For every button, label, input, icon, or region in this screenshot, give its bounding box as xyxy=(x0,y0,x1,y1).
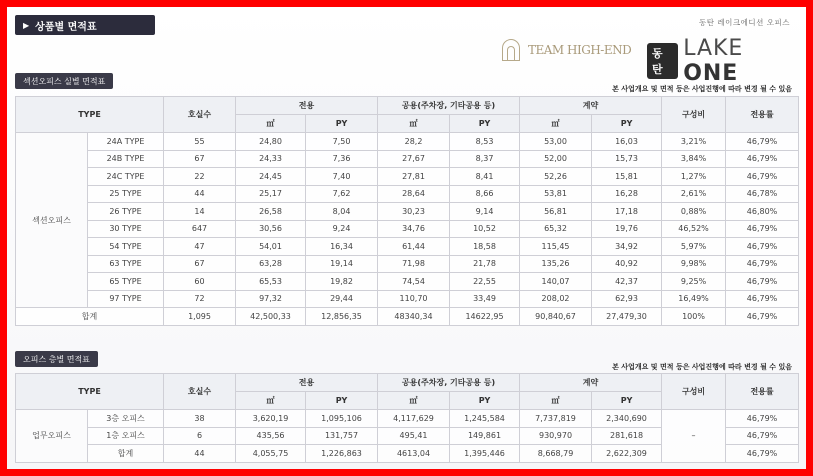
cell-exclusive-rate: 46,79% xyxy=(726,255,799,273)
cell-contract-py: 16,03 xyxy=(592,133,662,151)
header-py: PY xyxy=(592,115,662,133)
cell-ratio: 3,21% xyxy=(662,133,726,151)
cell-contract-py: 42,37 xyxy=(592,273,662,291)
cell-contract-sqm: 7,737,819 xyxy=(520,410,592,428)
cell-exclusive-py: 1,095,106 xyxy=(306,410,378,428)
cell-units: 72 xyxy=(164,290,236,308)
cell-exclusive-py: 19,82 xyxy=(306,273,378,291)
table-row xyxy=(16,203,799,221)
cell-units: 22 xyxy=(164,168,236,186)
cell-contract-py: 16,28 xyxy=(592,185,662,203)
cell-type: 24C TYPE xyxy=(88,168,164,186)
cell-common-py: 1,395,446 xyxy=(450,445,520,463)
table-row xyxy=(16,255,799,273)
cell-contract-sqm: 65,32 xyxy=(520,220,592,238)
total-units: 1,095 xyxy=(164,308,236,326)
cell-exclusive-rate: 46,79% xyxy=(726,220,799,238)
total-label: 합계 xyxy=(16,308,164,326)
cell-ratio: – xyxy=(662,410,726,463)
cell-common-sqm: 71,98 xyxy=(378,255,450,273)
cell-exclusive-rate: 46,79% xyxy=(726,445,799,463)
cell-contract-sqm: 115,45 xyxy=(520,238,592,256)
cell-units: 647 xyxy=(164,220,236,238)
cell-common-py: 10,52 xyxy=(450,220,520,238)
cell-contract-py: 19,76 xyxy=(592,220,662,238)
section-office-area-table xyxy=(15,96,799,326)
row-group-label: 업무오피스 xyxy=(16,410,88,463)
cell-common-py: 9,14 xyxy=(450,203,520,221)
cell-contract-py: 2,622,309 xyxy=(592,445,662,463)
cell-exclusive-rate: 46,78% xyxy=(726,185,799,203)
table1-note: 본 사업개요 및 면적 등은 사업진행에 따라 변경 될 수 있음 xyxy=(612,85,792,93)
cell-exclusive-py: 7,40 xyxy=(306,168,378,186)
cell-exclusive-py: 7,50 xyxy=(306,133,378,151)
table-row xyxy=(16,185,799,203)
cell-ratio: 2,61% xyxy=(662,185,726,203)
cell-ratio: 9,98% xyxy=(662,255,726,273)
cell-units: 67 xyxy=(164,255,236,273)
header-sqm: ㎡ xyxy=(520,115,592,133)
dongtan-badge: 동탄 xyxy=(647,43,678,79)
cell-exclusive-rate: 46,79% xyxy=(726,410,799,428)
cell-common-py: 22,55 xyxy=(450,273,520,291)
table-row xyxy=(16,410,799,428)
total-contract-py: 27,479,30 xyxy=(592,308,662,326)
cell-type: 30 TYPE xyxy=(88,220,164,238)
cell-ratio: 16,49% xyxy=(662,290,726,308)
header-exclusive-rate: 전용률 xyxy=(726,374,799,410)
header-units: 호실수 xyxy=(164,374,236,410)
header-py: PY xyxy=(306,392,378,410)
header-ratio: 구성비 xyxy=(662,374,726,410)
cell-common-py: 8,66 xyxy=(450,185,520,203)
cell-common-sqm: 30,23 xyxy=(378,203,450,221)
cell-exclusive-sqm: 3,620,19 xyxy=(236,410,306,428)
header-type: TYPE xyxy=(16,374,164,410)
cell-type: 65 TYPE xyxy=(88,273,164,291)
cell-type: 합계 xyxy=(88,445,164,463)
header-py: PY xyxy=(450,392,520,410)
cell-common-sqm: 27,67 xyxy=(378,150,450,168)
cell-type: 24B TYPE xyxy=(88,150,164,168)
lake-one-wordmark: LAKE ONE xyxy=(683,36,744,86)
cell-units: 38 xyxy=(164,410,236,428)
cell-common-sqm: 4613,04 xyxy=(378,445,450,463)
header-type: TYPE xyxy=(16,97,164,133)
section-title-tab xyxy=(15,15,155,35)
cell-common-py: 1,245,584 xyxy=(450,410,520,428)
table2-label: 오피스 층별 면적표 xyxy=(15,351,98,367)
lake-one-logo xyxy=(647,36,806,86)
cell-exclusive-sqm: 63,28 xyxy=(236,255,306,273)
team-highend-text: TEAM HIGH-END xyxy=(528,43,632,57)
cell-contract-py: 281,618 xyxy=(592,427,662,445)
cell-contract-py: 40,92 xyxy=(592,255,662,273)
header-contract: 계약 xyxy=(520,374,662,392)
cell-type: 25 TYPE xyxy=(88,185,164,203)
cell-common-sqm: 27,81 xyxy=(378,168,450,186)
cell-type: 97 TYPE xyxy=(88,290,164,308)
cell-common-sqm: 74,54 xyxy=(378,273,450,291)
table-row xyxy=(16,220,799,238)
cell-units: 6 xyxy=(164,427,236,445)
cell-ratio: 5,97% xyxy=(662,238,726,256)
total-ratio: 100% xyxy=(662,308,726,326)
cell-common-sqm: 495,41 xyxy=(378,427,450,445)
header-sqm: ㎡ xyxy=(378,392,450,410)
cell-contract-sqm: 135,26 xyxy=(520,255,592,273)
header-exclusive: 전용 xyxy=(236,97,378,115)
cell-contract-sqm: 52,26 xyxy=(520,168,592,186)
total-exclusive-py: 12,856,35 xyxy=(306,308,378,326)
cell-contract-sqm: 53,81 xyxy=(520,185,592,203)
cell-exclusive-sqm: 25,17 xyxy=(236,185,306,203)
cell-exclusive-rate: 46,79% xyxy=(726,427,799,445)
cell-contract-sqm: 52,00 xyxy=(520,150,592,168)
cell-exclusive-sqm: 30,56 xyxy=(236,220,306,238)
cell-contract-sqm: 140,07 xyxy=(520,273,592,291)
cell-ratio: 9,25% xyxy=(662,273,726,291)
cell-exclusive-rate: 46,79% xyxy=(726,168,799,186)
cell-contract-py: 15,73 xyxy=(592,150,662,168)
cell-contract-py: 15,81 xyxy=(592,168,662,186)
table-total-row xyxy=(16,308,799,326)
table-row xyxy=(16,150,799,168)
cell-common-py: 8,53 xyxy=(450,133,520,151)
cell-contract-sqm: 8,668,79 xyxy=(520,445,592,463)
cell-exclusive-py: 16,34 xyxy=(306,238,378,256)
cell-exclusive-rate: 46,79% xyxy=(726,150,799,168)
cell-contract-py: 62,93 xyxy=(592,290,662,308)
total-common-py: 14622,95 xyxy=(450,308,520,326)
page-frame xyxy=(7,7,806,469)
cell-contract-sqm: 208,02 xyxy=(520,290,592,308)
cell-ratio: 46,52% xyxy=(662,220,726,238)
row-group-label: 섹션오피스 xyxy=(16,133,88,308)
cell-exclusive-py: 7,62 xyxy=(306,185,378,203)
cell-exclusive-sqm: 97,32 xyxy=(236,290,306,308)
header-exclusive-rate: 전용률 xyxy=(726,97,799,133)
cell-type: 1층 오피스 xyxy=(88,427,164,445)
header-ratio: 구성비 xyxy=(662,97,726,133)
cell-exclusive-py: 7,36 xyxy=(306,150,378,168)
cell-common-sqm: 28,2 xyxy=(378,133,450,151)
header-contract: 계약 xyxy=(520,97,662,115)
header-sqm: ㎡ xyxy=(378,115,450,133)
cell-contract-py: 17,18 xyxy=(592,203,662,221)
cell-exclusive-sqm: 26,58 xyxy=(236,203,306,221)
cell-exclusive-py: 9,24 xyxy=(306,220,378,238)
cell-contract-py: 34,92 xyxy=(592,238,662,256)
cell-exclusive-sqm: 24,33 xyxy=(236,150,306,168)
section-title: 상품별 면적표 xyxy=(35,21,97,33)
cell-common-py: 8,37 xyxy=(450,150,520,168)
office-floor-area-table xyxy=(15,373,799,463)
header-py: PY xyxy=(450,115,520,133)
cell-common-sqm: 110,70 xyxy=(378,290,450,308)
cell-units: 44 xyxy=(164,445,236,463)
table1-label: 섹션오피스 실별 면적표 xyxy=(15,73,113,89)
table-row xyxy=(16,238,799,256)
arch-logo-icon xyxy=(502,39,520,61)
total-exclusive-sqm: 42,500,33 xyxy=(236,308,306,326)
company-subtitle: 동탄 레이크에디션 오피스 xyxy=(699,18,790,27)
cell-common-sqm: 61,44 xyxy=(378,238,450,256)
cell-ratio: 1,27% xyxy=(662,168,726,186)
header-common: 공용(주차장, 기타공용 등) xyxy=(378,97,520,115)
total-common-sqm: 48340,34 xyxy=(378,308,450,326)
cell-contract-sqm: 930,970 xyxy=(520,427,592,445)
cell-common-py: 8,41 xyxy=(450,168,520,186)
header-py: PY xyxy=(306,115,378,133)
cell-ratio: 3,84% xyxy=(662,150,726,168)
cell-units: 47 xyxy=(164,238,236,256)
cell-contract-sqm: 56,81 xyxy=(520,203,592,221)
cell-exclusive-py: 29,44 xyxy=(306,290,378,308)
header-sqm: ㎡ xyxy=(236,115,306,133)
cell-exclusive-rate: 46,80% xyxy=(726,203,799,221)
cell-type: 3층 오피스 xyxy=(88,410,164,428)
table-row xyxy=(16,168,799,186)
header-units: 호실수 xyxy=(164,97,236,133)
cell-units: 67 xyxy=(164,150,236,168)
total-exclusive-rate: 46,79% xyxy=(726,308,799,326)
cell-units: 44 xyxy=(164,185,236,203)
cell-exclusive-py: 19,14 xyxy=(306,255,378,273)
header-py: PY xyxy=(592,392,662,410)
cell-exclusive-sqm: 54,01 xyxy=(236,238,306,256)
cell-type: 26 TYPE xyxy=(88,203,164,221)
cell-exclusive-py: 8,04 xyxy=(306,203,378,221)
cell-exclusive-sqm: 4,055,75 xyxy=(236,445,306,463)
cell-exclusive-rate: 46,79% xyxy=(726,133,799,151)
table-row xyxy=(16,290,799,308)
cell-common-sqm: 4,117,629 xyxy=(378,410,450,428)
cell-common-sqm: 28,64 xyxy=(378,185,450,203)
header-common: 공용(주차장, 기타공용 등) xyxy=(378,374,520,392)
header-sqm: ㎡ xyxy=(236,392,306,410)
cell-exclusive-sqm: 24,45 xyxy=(236,168,306,186)
team-highend-logo xyxy=(502,39,631,61)
cell-contract-sqm: 53,00 xyxy=(520,133,592,151)
cell-exclusive-rate: 46,79% xyxy=(726,290,799,308)
cell-type: 54 TYPE xyxy=(88,238,164,256)
cell-common-py: 18,58 xyxy=(450,238,520,256)
cell-type: 24A TYPE xyxy=(88,133,164,151)
cell-units: 55 xyxy=(164,133,236,151)
cell-exclusive-sqm: 435,56 xyxy=(236,427,306,445)
cell-common-py: 33,49 xyxy=(450,290,520,308)
cell-exclusive-py: 1,226,863 xyxy=(306,445,378,463)
table-row xyxy=(16,273,799,291)
cell-common-py: 21,78 xyxy=(450,255,520,273)
cell-common-py: 149,861 xyxy=(450,427,520,445)
cell-exclusive-sqm: 65,53 xyxy=(236,273,306,291)
cell-type: 63 TYPE xyxy=(88,255,164,273)
cell-units: 14 xyxy=(164,203,236,221)
table2-note: 본 사업개요 및 면적 등은 사업진행에 따라 변경 될 수 있음 xyxy=(612,363,792,371)
total-contract-sqm: 90,840,67 xyxy=(520,308,592,326)
cell-exclusive-rate: 46,79% xyxy=(726,273,799,291)
header-exclusive: 전용 xyxy=(236,374,378,392)
header-sqm: ㎡ xyxy=(520,392,592,410)
cell-units: 60 xyxy=(164,273,236,291)
table-row xyxy=(16,133,799,151)
cell-ratio: 0,88% xyxy=(662,203,726,221)
cell-exclusive-rate: 46,79% xyxy=(726,238,799,256)
cell-exclusive-py: 131,757 xyxy=(306,427,378,445)
cell-contract-py: 2,340,690 xyxy=(592,410,662,428)
cell-common-sqm: 34,76 xyxy=(378,220,450,238)
play-triangle-icon: ▶ xyxy=(23,20,30,30)
cell-exclusive-sqm: 24,80 xyxy=(236,133,306,151)
